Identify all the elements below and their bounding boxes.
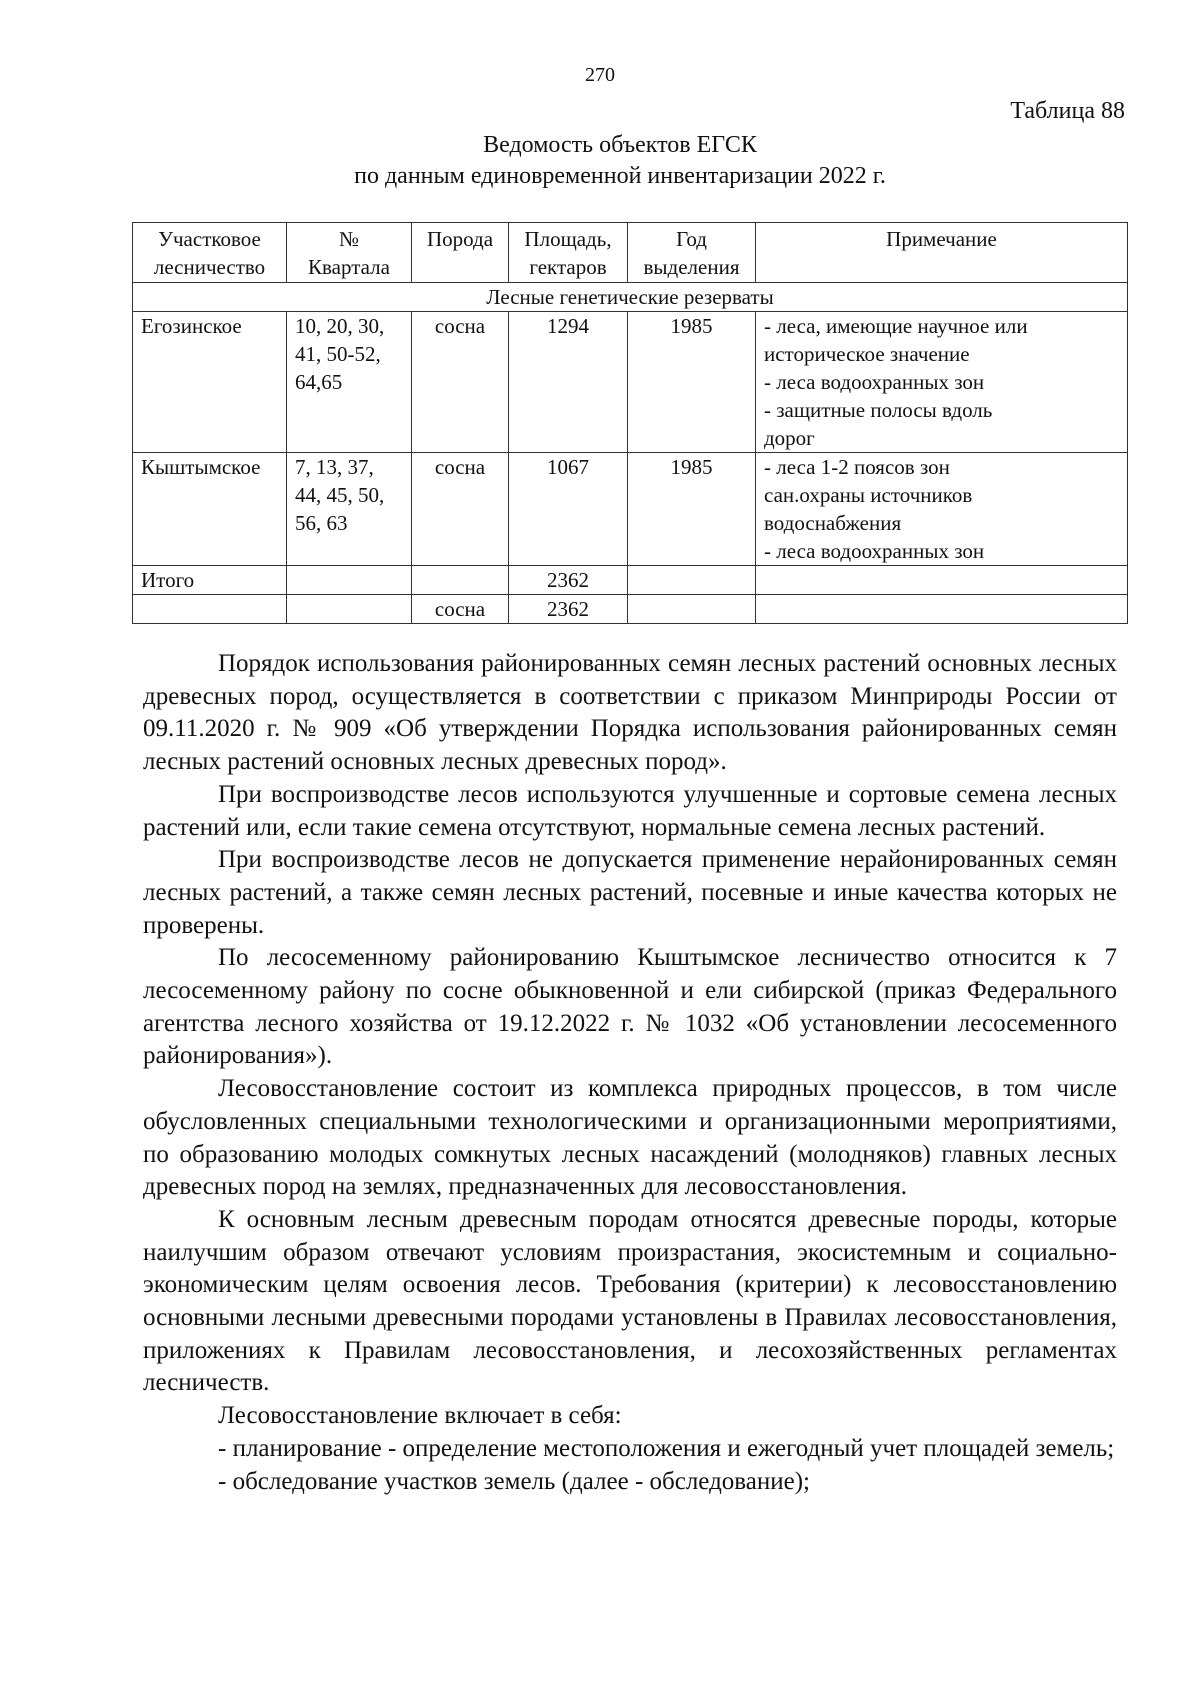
empty-cell: [628, 595, 756, 624]
total-label: Итого: [133, 566, 287, 595]
table-row: [133, 453, 1128, 566]
paragraph: К основным лесным древесным породам относятся древесные породы, которые наилучшим образом отвечают условиям произрастания, экосистемным и социально-экономическим целям освоения лесов. Требования (критерии) к лесовосстановлению основными лесными древесными породами установлены в Правилах лесовосстановления, приложениях к Правилам лесовосстановления, и лесохозяйственных регламентах лесничеств.: [143, 1205, 1117, 1397]
total-species: сосна: [412, 595, 509, 624]
paragraph: - планирование - определение местоположения и ежегодный учет площадей земель;: [218, 1434, 1115, 1462]
forestry-name: Кыштымское: [133, 453, 287, 566]
header-area: Площадь, гектаров: [509, 223, 628, 283]
species: сосна: [412, 453, 509, 566]
egsk-objects-table: [132, 222, 1128, 624]
paragraph: По лесосеменному районированию Кыштымское лесничество относится к 7 лесосеменному району по сосне обыкновенной и ели сибирской (приказ Федерального агентства лесного хозяйства от 19.12.2022 г. № 1032 «Об установлении лесосеменного районирования»).: [143, 944, 1117, 1070]
total-species-row: [133, 595, 1128, 624]
empty-cell: [628, 566, 756, 595]
note: - леса 1-2 поясов зон сан.охраны источников водоснабжения - леса водоохранных зон: [756, 453, 1128, 566]
header-species: Порода: [412, 223, 509, 283]
header-note: Примечание: [756, 223, 1128, 283]
total-species-area: 2362: [509, 595, 628, 624]
table-title-line-1: Ведомость объектов ЕГСК: [483, 132, 757, 158]
table-title-line-2: по данным единовременной инвентаризации 2022 г.: [354, 163, 886, 189]
year: 1985: [628, 312, 756, 453]
body-text: [143, 648, 1117, 1498]
quarter-numbers: 10, 20, 30, 41, 50-52, 64,65: [287, 312, 412, 453]
table-title: [0, 130, 1200, 192]
empty-cell: [287, 566, 412, 595]
paragraph: Лесовосстановление включает в себя:: [218, 1402, 622, 1430]
paragraph: При воспроизводстве лесов используются улучшенные и сортовые семена лесных растений или, если такие семена отсутствуют, нормальные семена лесных растений.: [143, 780, 1117, 841]
paragraph: Лесовосстановление состоит из комплекса природных процессов, в том числе обусловленных специальными технологическими и организационными мероприятиями, по образованию молодых сомкнутых лесных насаждений (молодняков) главных лесных древесных пород на землях, предназначенных для лесовосстановления.: [143, 1075, 1117, 1201]
header-forestry: Участковое лесничество: [133, 223, 287, 283]
section-row: [133, 283, 1128, 312]
table-label: Таблица 88: [1010, 98, 1125, 124]
area: 1294: [509, 312, 628, 453]
empty-cell: [412, 566, 509, 595]
header-year: Год выделения: [628, 223, 756, 283]
forestry-name: Егозинское: [133, 312, 287, 453]
empty-cell: [133, 595, 287, 624]
total-row: [133, 566, 1128, 595]
quarter-numbers: 7, 13, 37, 44, 45, 50, 56, 63: [287, 453, 412, 566]
empty-cell: [756, 595, 1128, 624]
table-row: [133, 312, 1128, 453]
empty-cell: [287, 595, 412, 624]
area: 1067: [509, 453, 628, 566]
species: сосна: [412, 312, 509, 453]
page-number: 270: [585, 64, 615, 86]
year: 1985: [628, 453, 756, 566]
total-area: 2362: [509, 566, 628, 595]
paragraph: При воспроизводстве лесов не допускается применение нерайонированных семян лесных растений, а также семян лесных растений, посевные и иные качества которых не проверены.: [143, 846, 1117, 939]
table-header-row: [133, 223, 1128, 283]
note: - леса, имеющие научное или историческое значение - леса водоохранных зон - защитные полосы вдоль дорог: [756, 312, 1128, 453]
empty-cell: [756, 566, 1128, 595]
paragraph: - обследование участков земель (далее - обследование);: [218, 1467, 810, 1495]
section-title: Лесные генетические резерваты: [133, 283, 1128, 312]
paragraph: Порядок использования районированных семян лесных растений основных лесных древесных пород, осуществляется в соответствии с приказом Минприроды России от 09.11.2020 г. № 909 «Об утверждении Порядка использования районированных семян лесных растений основных лесных древесных пород».: [143, 650, 1117, 776]
header-quarter: № Квартала: [287, 223, 412, 283]
